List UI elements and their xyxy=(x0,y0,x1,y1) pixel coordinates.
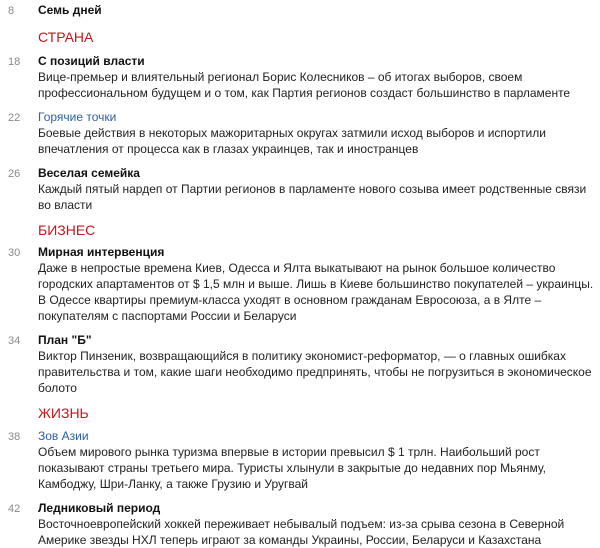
entry-description: Объем мирового рынка туризма впервые в истории превысил $ 1 трлн. Наибольший рост показывают страны третьего мира. Туристы хлынули в закрытые до недавних пор Мьянму, Камбоджу, Шри-Ланку, а также Грузию и Уругвай xyxy=(38,445,546,491)
page-number: 26 xyxy=(8,168,21,180)
section-heading-business: БИЗНЕС xyxy=(38,222,96,238)
page-number: 30 xyxy=(8,247,21,259)
page-number: 18 xyxy=(8,56,21,68)
section-heading-country: СТРАНА xyxy=(38,29,94,45)
entry-description: Восточноевропейский хоккей переживает небывалый подъем: из-за срыва сезона в Северной Америке звезды НХЛ теперь играют за команды Украины, России, Беларуси и Казахстана xyxy=(38,517,565,547)
entry-description: Вице-премьер и влиятельный регионал Борис Колесников – об итогах выборов, своем профессиональном будущем и о том, как Партия регионов создаст большинство в парламенте xyxy=(38,70,571,100)
page-number: 34 xyxy=(8,335,21,347)
entry-title[interactable]: Семь дней xyxy=(38,3,102,17)
entry-description: Каждый пятый нардеп от Партии регионов в парламенте нового созыва имеет родственные связи во власти xyxy=(38,182,587,212)
entry-title[interactable]: Ледниковый период xyxy=(38,501,161,515)
toc-entry[interactable] xyxy=(0,110,600,157)
page-number: 22 xyxy=(8,112,21,124)
entry-title-link[interactable]: Горячие точки xyxy=(38,110,117,124)
toc-entry[interactable] xyxy=(0,245,600,324)
entry-description: Боевые действия в некоторых мажоритарных округах затмили исход выборов и испортили впечатления от процесса как в глазах украинцев, так и иностранцев xyxy=(38,126,546,156)
page-number: 8 xyxy=(8,5,15,17)
entry-title[interactable]: Мирная интервенция xyxy=(38,245,165,259)
toc-entry[interactable] xyxy=(0,54,600,101)
toc-entry[interactable] xyxy=(0,501,600,548)
toc-entry-seven-days[interactable] xyxy=(0,3,600,18)
entry-title-link[interactable]: Зов Азии xyxy=(38,429,89,443)
toc-entry[interactable] xyxy=(0,166,600,213)
section-heading-life: ЖИЗНЬ xyxy=(38,405,89,421)
entry-description: Даже в непростые времена Киев, Одесса и Ялта выкатывают на рынок большое количество городских апартаментов от $ 1,5 млн и выше. Лишь в Киеве большинство покупателей – украинцы. В Одессе квартиры премиум-класса уходят в основном гражданам Евросоюза, а в Ялте – покупателям с паспортами России и Беларуси xyxy=(38,261,594,323)
toc-entry[interactable] xyxy=(0,333,600,396)
page-number: 42 xyxy=(8,503,21,515)
toc-entry[interactable] xyxy=(0,429,600,492)
entry-title[interactable]: Веселая семейка xyxy=(38,166,140,180)
entry-description: Виктор Пинзеник, возвращающийся в политику экономист-реформатор, — о главных ошибках правительства и том, какие шаги необходимо предпринять, чтобы не погрузиться в экономическое болото xyxy=(38,349,592,395)
entry-title[interactable]: С позиций власти xyxy=(38,54,145,68)
page-number: 38 xyxy=(8,431,21,443)
entry-title[interactable]: План "Б" xyxy=(38,333,92,347)
